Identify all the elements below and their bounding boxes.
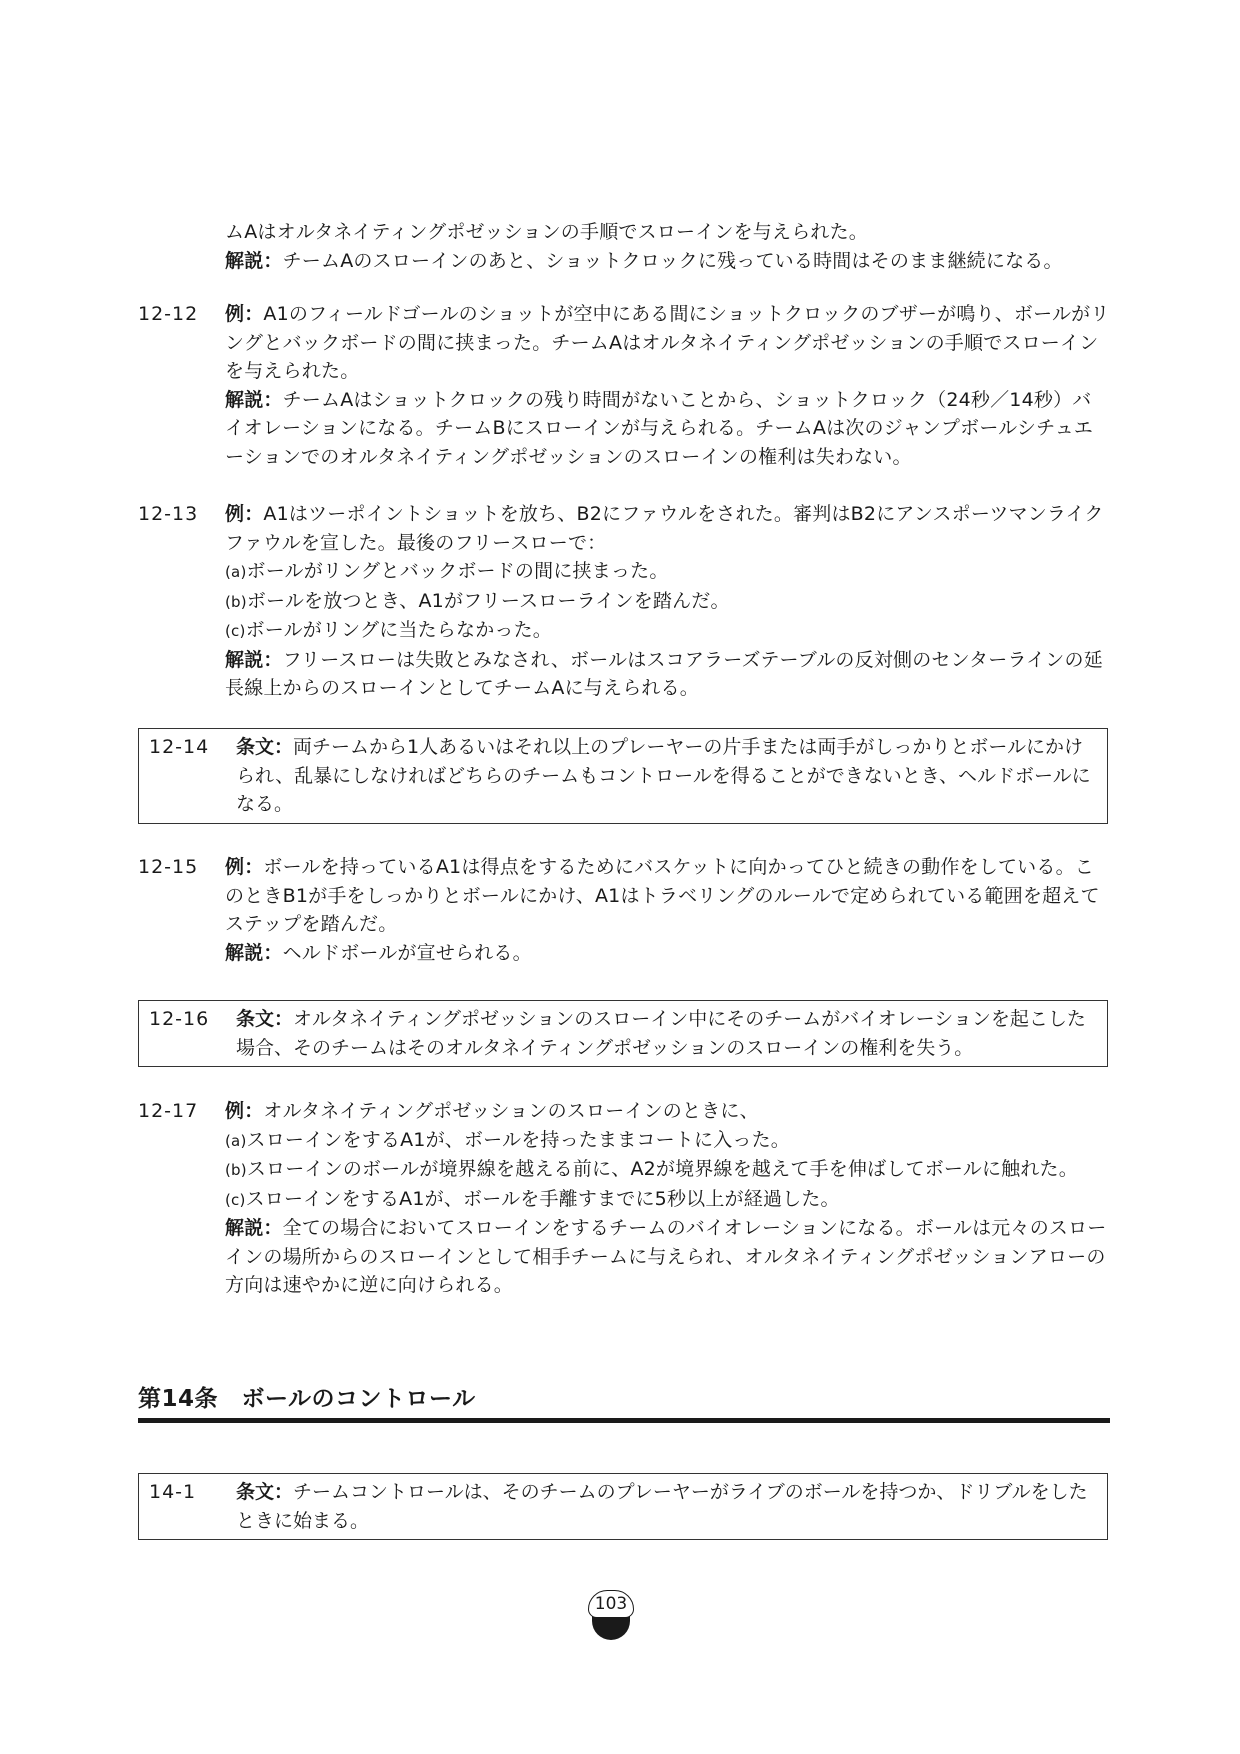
item-marker: (b) (225, 592, 247, 611)
example-text: オルタネイティングポゼッションのスローインのときに、 (263, 1100, 759, 1122)
rule (236, 733, 1099, 819)
example (225, 853, 1110, 939)
rule-text: チームコントロールは、そのチームのプレーヤーがライブのボールを持つか、ドリブルをしたときに始まる。 (236, 1481, 1088, 1532)
example (225, 1097, 1110, 1126)
item-text: ボールがリングに当たらなかった。 (245, 619, 553, 641)
intro-line: ムAはオルタネイティングポゼッションの手順でスローインを与えられた。 (225, 221, 868, 243)
item-marker: (c) (225, 1190, 246, 1209)
explanation-text: チームAのスローインのあと、ショットクロックに残っている時間はそのまま継続になる。 (282, 249, 1063, 272)
rule-label: 条文： (236, 1481, 294, 1503)
entry-12-12 (138, 300, 1110, 471)
example-label: 例： (225, 1100, 264, 1122)
entry-number: 12-16 (149, 1008, 210, 1030)
page-number: 103 (588, 1590, 634, 1618)
list-item (225, 1185, 1110, 1215)
list-item (225, 587, 1110, 617)
rule-text: 両チームから1人あるいはそれ以上のプレーヤーの片手または両手がしっかりとボールにかけられ、乱暴にしなければどちらのチームもコントロールを得ることができないとき、ヘルドボールになる。 (236, 736, 1091, 815)
explanation-text: 全ての場合においてスローインをするチームのバイオレーションになる。ボールは元々のスローインの場所からのスローインとして相手チームに与えられ、オルタネイティングポゼッションアローの方向は速やかに逆に向けられる。 (225, 1217, 1107, 1296)
example-label: 例： (225, 856, 264, 878)
entry-number: 12-15 (138, 856, 199, 878)
example-text: ボールを持っているA1は得点をするためにバスケットに向かってひと続きの動作をしている。このときB1が手をしっかりとボールにかけ、A1はトラベリングのルールで定められている範囲を超えてステップを踏んだ。 (225, 856, 1100, 935)
section-title: 第14条 ボールのコントロール (138, 1386, 476, 1412)
item-text: スローインをするA1が、ボールを手離すまでに5秒以上が経過した。 (245, 1187, 840, 1210)
list-item (225, 557, 1110, 587)
item-marker: (a) (225, 1131, 247, 1150)
entry-number: 14-1 (149, 1481, 197, 1503)
item-marker: (b) (225, 1161, 247, 1179)
explanation-text: ヘルドボールが宣せられる。 (282, 941, 532, 964)
explanation-label: 解説： (225, 249, 283, 272)
rule-box-12-16 (138, 1000, 1108, 1067)
rule-box-12-14 (138, 728, 1108, 824)
entry-number: 12-13 (138, 503, 199, 525)
entry-number: 12-17 (138, 1100, 199, 1122)
entry-12-13 (138, 500, 1110, 703)
item-text: ボールを放つとき、A1がフリースローラインを踏んだ。 (246, 589, 730, 612)
example-text: A1のフィールドゴールのショットが空中にある間にショットクロックのブザーが鳴り、ボールがリングとバックボードの間に挟まった。チームAはオルタネイティングポゼッションの手順でスローインを与えられた。 (225, 303, 1110, 382)
example-text: A1はツーポイントショットを放ち、B2にファウルをされた。審判はB2にアンスポーツマンライクファウルを宣した。最後のフリースローで： (225, 503, 1104, 554)
explanation-label: 解説： (225, 1217, 283, 1239)
example (225, 300, 1110, 386)
explanation-label: 解説： (225, 648, 283, 671)
example-label: 例： (225, 503, 264, 525)
example-label: 例： (225, 303, 264, 325)
item-text: スローインをするA1が、ボールを持ったままコートに入った。 (246, 1128, 791, 1151)
intro-explanation (225, 247, 1110, 276)
rule (236, 1478, 1099, 1535)
item-marker: (c) (225, 622, 246, 640)
page-number-badge (584, 1590, 638, 1644)
section-divider (138, 1418, 1110, 1423)
example (225, 500, 1110, 557)
explanation-label: 解説： (225, 388, 283, 411)
explanation (225, 646, 1110, 703)
entry-12-17 (138, 1097, 1110, 1300)
explanation (225, 386, 1110, 472)
list-item (225, 1155, 1110, 1185)
entry-number: 12-12 (138, 303, 199, 325)
rule-label: 条文： (236, 736, 294, 758)
intro-continuation (138, 218, 1110, 275)
explanation-label: 解説： (225, 941, 283, 964)
entry-12-15 (138, 853, 1110, 967)
rule-text: オルタネイティングポゼッションのスローイン中にそのチームがバイオレーションを起こした場合、そのチームはそのオルタネイティングポゼッションのスローインの権利を失う。 (236, 1008, 1086, 1059)
item-text: ボールがリングとバックボードの間に挟まった。 (246, 560, 669, 582)
list-item (225, 616, 1110, 646)
explanation-text: チームAはショットクロックの残り時間がないことから、ショットクロック（24秒／14秒）バイオレーションになる。チームBにスローインが与えられる。チームAは次のジャンプボールシチュエーションでのオルタネイティングポゼッションのスローインの権利は失わない。 (225, 388, 1094, 468)
explanation (225, 939, 1110, 968)
item-marker: (a) (225, 563, 247, 581)
rule (236, 1005, 1099, 1062)
entry-number: 12-14 (149, 736, 210, 758)
list-item (225, 1126, 1110, 1156)
explanation (225, 1214, 1110, 1300)
explanation-text: フリースローは失敗とみなされ、ボールはスコアラーズテーブルの反対側のセンターラインの延長線上からのスローインとしてチームAに与えられる。 (225, 648, 1103, 699)
item-text: スローインのボールが境界線を越える前に、A2が境界線を越えて手を伸ばしてボールに触れた。 (246, 1158, 1078, 1180)
rule-box-14-1 (138, 1473, 1108, 1540)
rule-label: 条文： (236, 1008, 294, 1030)
